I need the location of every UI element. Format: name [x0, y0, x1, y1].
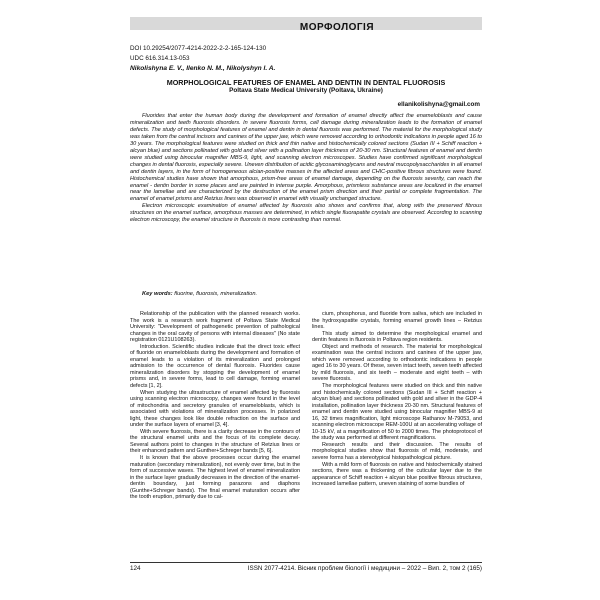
udc: UDC 616.314.13-053: [130, 55, 190, 62]
body-paragraph: With severe fluorosis, there is a clarity decrease in the contours of the structural enamel units and the focus of its complete decay. Several authors point to changes in the structure of Retzius lines or their enhanced pattern and Gunther+Schreger bands [5, 6].: [130, 428, 300, 455]
body-paragraph: With a mild form of fluorosis on native and histochemically stained sections, there was a thickening of the cuticular layer due to the appearance of Schiff reaction + alcyan blue positive fibrous structures, increased lamellae pattern, uneven staining of some bundles of: [312, 461, 482, 488]
right-column: [312, 311, 482, 488]
section-header-band: [130, 17, 482, 33]
contact-email: ellanikolishyna@gmail.com: [397, 101, 480, 108]
doi: DOI 10.29254/2077-4214-2022-2-2-165-124-130: [130, 45, 267, 52]
body-paragraph: Object and methods of research. The material for morphological examination was the central incisors and canines of the upper jaw, which were removed according to orthodontic indications in people aged 16 to 30 years. Of these, seven intact teeth, seven teeth affected by mild fluorosis, and six teeth – moderate and eight teeth – with severe fluorosis.: [312, 343, 482, 383]
abstract-paragraph: Electron microscopic examination of enamel affected by fluorosis also shows and confirms that, along with the preserved fibrous structures on the enamel surface, amorphous masses are determined, in which single fluorapatite crystals are observed. According to scanning electron microscopy, the enamel structure in fluorosis is more contrasting than normal.: [130, 203, 482, 224]
body-paragraph: This study aimed to determine the morphological enamel and dentin features in fluorosis in Poltava region residents.: [312, 330, 482, 344]
left-column: [130, 311, 300, 501]
keywords-text: fluorine, fluorosis, mineralization.: [172, 291, 258, 297]
page-number: 124: [130, 565, 141, 572]
affiliation: Poltava State Medical University (Poltava, Ukraine): [229, 87, 383, 94]
body-paragraph: Introduction. Scientific studies indicate that the direct toxic effect of fluoride on enameloblasts during the development and formation of enamel leads to a violation of its mineralization and prolonged admission to the occurrence of dental fluorosis. Fluorides cause mineralization disorders by stopping the development of enamel prisms and, in severe forms, lead to cell damage, forming enamel defects [1, 2].: [130, 343, 300, 390]
body-paragraph: It is known that the above processes occur during the enamel maturation (secondary mineralization), not evenly over time, but in the form of successive waves. The highest level of enamel mineralization in the surface layer gradually decreases in the direction of the enamel-dentin boundary, just forming parazons and diaphons (Gunthe+Schreger bands). The final enamel maturation occurs after the tooth eruption, primarily due to cal-: [130, 455, 300, 501]
body-paragraph: Research results and their discussion. The results of morphological studies show that fluorosis of mild, moderate, and severe forms has a stereotypical histopathological picture.: [312, 441, 482, 462]
body-paragraph: The morphological features were studied on thick and thin native and histochemically colored sections (Sudan III + Schiff reaction + alcyan blue) and sections pollinated with gold and silver in the GDP-4 installation, pollination layer thickness 20-30 nm. Structural features of enamel and dentin were studied using binocular magnifier MBS-9 at 16, 32 times magnification, light microscope Rathanov M-79053, and scanning electron microscope REM-100U at an accelerating voltage of 10-15 kV, at a magnification of 50 to 2000 times. The photoprotocol of the study was performed at different magnifications.: [312, 383, 482, 442]
abstract: [130, 113, 482, 224]
section-title: МОРФОЛОГІЯ: [299, 22, 374, 33]
article-title: MORPHOLOGICAL FEATURES OF ENAMEL AND DENTIN IN DENTAL FLUOROSIS: [166, 78, 446, 87]
body-paragraph: Relationship of the publication with the planned research works. The work is a research work fragment of Poltava State Medical University: "Development of pathogenetic prevention of pathological changes in the oral cavity of persons with internal diseases" (No state registration 0121U108263).: [130, 311, 300, 344]
keywords-label: Key words:: [142, 291, 173, 297]
body-paragraph: When studying the ultrastructure of enamel affected by fluorosis using scanning electron microscopy, changes were found in the level of mitochondria and secretory granules of enameloblasts, which is associated with violations of mineralization processes. In polarized light, these changes look like double refraction on the surface and under the surface layers of enamel [3, 4].: [130, 389, 300, 429]
authors: Nikolishyna E. V., Ilenko N. M., Nikolyshyn I. A.: [130, 65, 276, 72]
keywords: [142, 291, 482, 297]
body-paragraph: cium, phosphorus, and fluoride from saliva, which are included in the hydroxyapatite crystals, forming enamel growth lines – Retzius lines.: [312, 311, 482, 331]
abstract-paragraph: Fluorides that enter the human body during the development and formation of enamel directly affect the enameloblasts and cause mineralization and teeth fluorosis disorders. In severe fluorosis forms, cell damage during mineralization leads to the formation of enamel defects. The study of morphological features of enamel and dentin in dental fluorosis was performed. The material for the morphological study was taken from the central incisors and canines of the upper jaw, which were removed according to orthodontic indications in people aged 16 to 30 years. The morphological features were studied on thick and thin native and histochemically colored sections (Sudan III + Schiff reaction + alcyan blue) and sections pollinated with gold and silver with a pollination layer thickness of 20-30 nm. Structural features of enamel and dentin were studied using binocular magnifier MBS-9, light, and scanning electron microscopes. Studies have confirmed significant morphological changes in dental fluorosis, especially severe. Uneven distribution of acidic glycosaminoglycans and neutral mucopolysaccharides in all enamel and dentin layers, in the form of homogeneous alcian-positive masses in the affected areas and CHIC-positive fibrous structures were found. Histochemical studies have shown that amorphous, prism-free areas of enamel damage, depending on the fluorosis severity, can reach the enamel - dentin border in some places and are painted in intense purple. Amorphous, prismless substance areas are localized in the enamel near the lamellae and are characterized by the destruction of the enamel prism direction and their partial or complete fragmentation. The enamel of enamel prisms and Retzius lines was observed in enamel with visually unchanged structure.: [130, 113, 482, 203]
footer-divider: [130, 562, 482, 563]
journal-citation: ISSN 2077-4214. Вісник проблем біології і медицини – 2022 – Вип. 2, том 2 (165): [247, 565, 482, 572]
